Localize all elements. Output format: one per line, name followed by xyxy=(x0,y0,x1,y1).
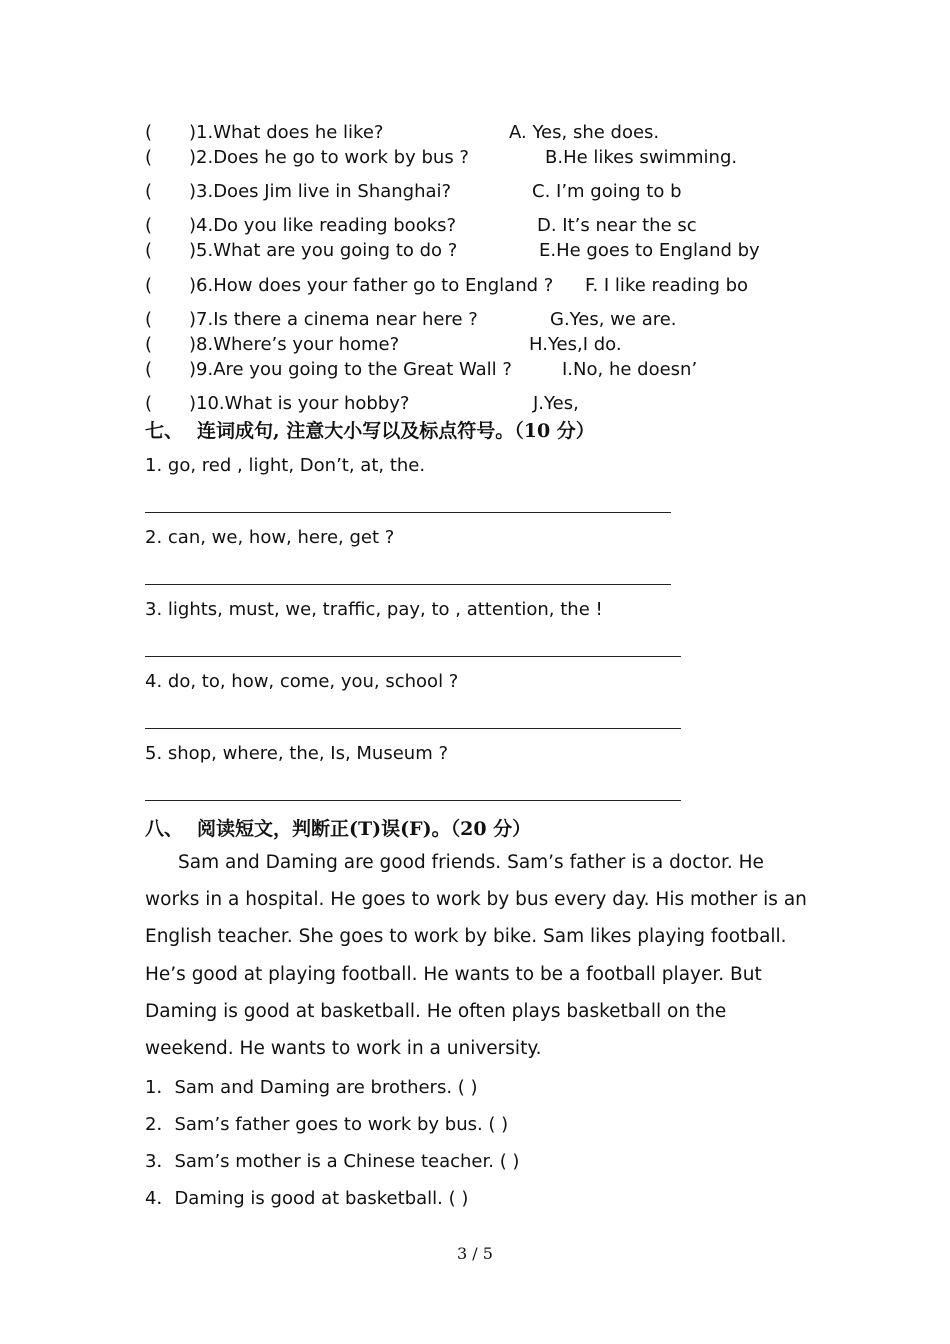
answer-d: D. It’s near the sc xyxy=(537,215,697,236)
answer-j: J.Yes, xyxy=(533,393,579,414)
question-3: )3.Does Jim live in Shanghai? xyxy=(189,181,452,202)
answer-paren: ( xyxy=(145,240,153,261)
question-4: )4.Do you like reading books? xyxy=(189,215,457,236)
question-5: )5.What are you going to do ? xyxy=(189,240,458,261)
answer-line-4[interactable] xyxy=(145,728,681,729)
answer-line-1[interactable] xyxy=(145,512,671,513)
question-6: )6.How does your father go to England ? xyxy=(189,275,554,296)
sentence-item-5: 5. shop, where, the, Is, Museum ? xyxy=(145,743,449,764)
section-8-number: 八、 xyxy=(145,818,184,840)
passage-text: Sam and Daming are good friends. Sam’s father is a doctor. He works in a hospital. He goes to work by bus every day. His mother is an English teacher. She goes to work by bike. Sam likes playing football. He’s good at playing football. He wants to be a football player. But Daming is good at basketball. He often plays basketball on the weekend. He wants to work in a university. xyxy=(145,852,807,1060)
sentence-item-3: 3. lights, must, we, traffic, pay, to , attention, the ! xyxy=(145,599,603,620)
question-10: )10.What is your hobby? xyxy=(189,393,410,414)
answer-paren: ( xyxy=(145,393,153,414)
sentence-item-4: 4. do, to, how, come, you, school ? xyxy=(145,671,459,692)
section-7-title: 连词成句, 注意大小写以及标点符号。（10 分） xyxy=(197,420,595,442)
answer-a: A. Yes, she does. xyxy=(509,122,660,143)
reading-passage xyxy=(145,844,815,1067)
question-7: )7.Is there a cinema near here ? xyxy=(189,309,478,330)
answer-b: B.He likes swimming. xyxy=(545,147,738,168)
section-7-heading xyxy=(145,416,595,443)
answer-c: C. I’m going to b xyxy=(532,181,682,202)
answer-e: E.He goes to England by xyxy=(539,240,760,261)
answer-h: H.Yes,I do. xyxy=(529,334,622,355)
page-number: 3 / 5 xyxy=(457,1244,493,1263)
answer-paren: ( xyxy=(145,215,153,236)
tf-question-3: 3．Sam’s mother is a Chinese teacher. ( ) xyxy=(145,1151,520,1172)
answer-paren: ( xyxy=(145,334,153,355)
question-8: )8.Where’s your home? xyxy=(189,334,400,355)
answer-g: G.Yes, we are. xyxy=(550,309,677,330)
sentence-item-1: 1. go, red , light, Don’t, at, the. xyxy=(145,455,426,476)
section-7-number: 七、 xyxy=(145,420,184,442)
sentence-item-2: 2. can, we, how, here, get ? xyxy=(145,527,395,548)
answer-paren: ( xyxy=(145,275,153,296)
question-9: )9.Are you going to the Great Wall ? xyxy=(189,359,512,380)
tf-question-4: 4．Daming is good at basketball. ( ) xyxy=(145,1188,469,1209)
question-1: )1.What does he like? xyxy=(189,122,384,143)
answer-i: I.No, he doesn’ xyxy=(562,359,698,380)
tf-question-1: 1．Sam and Daming are brothers. ( ) xyxy=(145,1077,478,1098)
answer-f: F. I like reading bo xyxy=(585,275,749,296)
question-2: )2.Does he go to work by bus ? xyxy=(189,147,469,168)
answer-paren: ( xyxy=(145,122,153,143)
section-8-heading xyxy=(145,814,531,841)
answer-paren: ( xyxy=(145,181,153,202)
answer-line-3[interactable] xyxy=(145,656,681,657)
section-8-title: 阅读短文，判断正(T)误(F)。（20 分） xyxy=(197,818,532,840)
answer-paren: ( xyxy=(145,359,153,380)
answer-paren: ( xyxy=(145,309,153,330)
answer-paren: ( xyxy=(145,147,153,168)
answer-line-2[interactable] xyxy=(145,584,671,585)
answer-line-5[interactable] xyxy=(145,800,681,801)
tf-question-2: 2．Sam’s father goes to work by bus. ( ) xyxy=(145,1114,509,1135)
